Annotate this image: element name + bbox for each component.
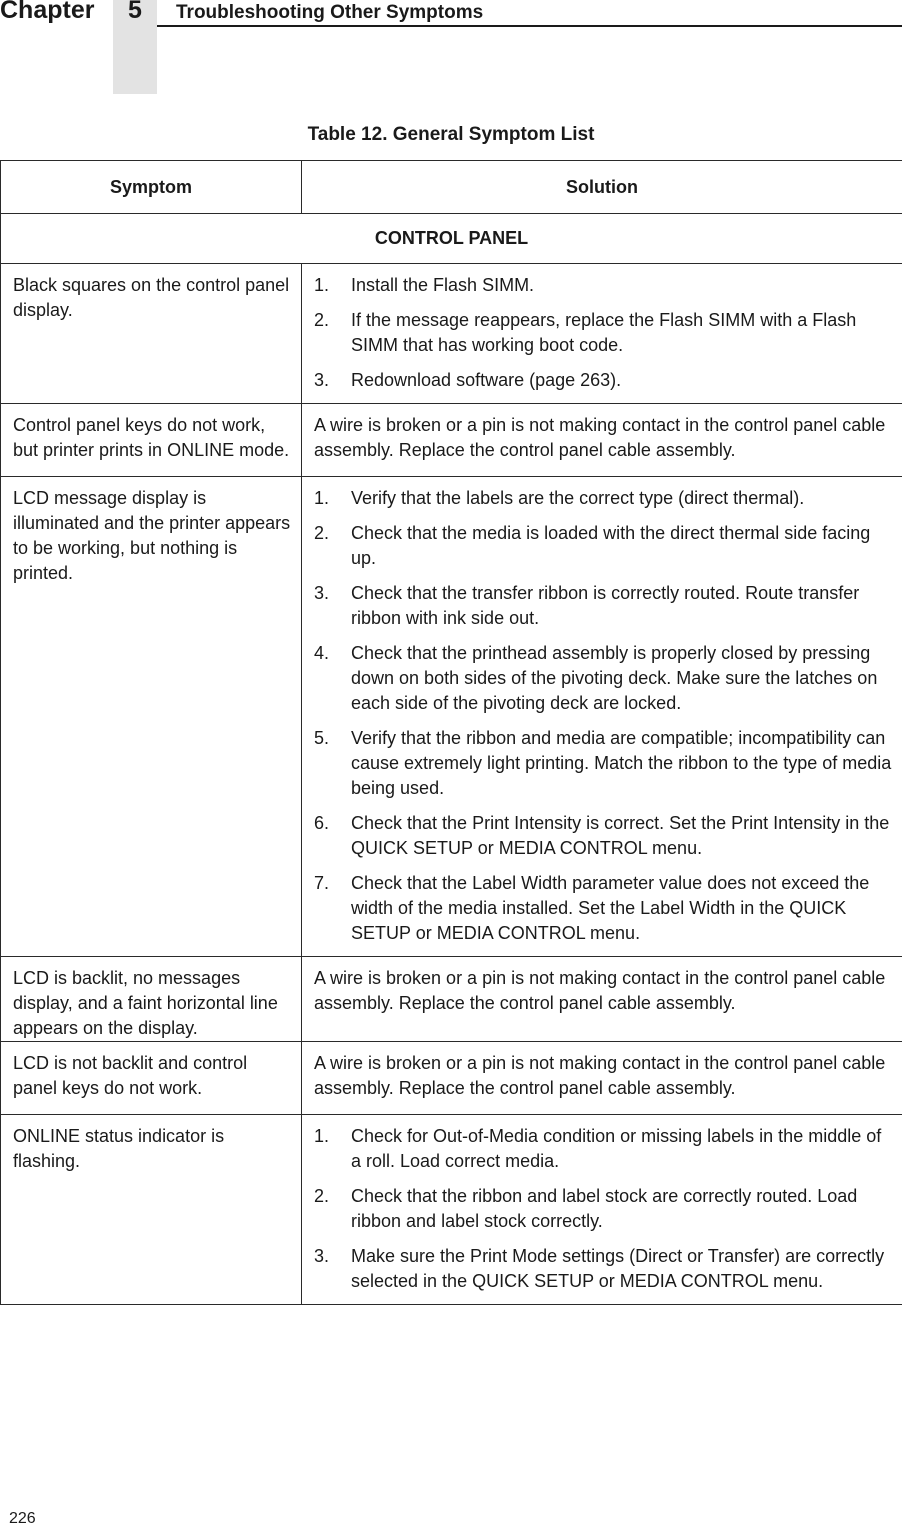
- page-header: [0, 0, 902, 28]
- step-text: Check that the Print Intensity is correct. Set the Print Intensity in the QUICK SETUP or MEDIA CONTROL menu.: [351, 813, 890, 858]
- symptom-table: [0, 160, 902, 1305]
- step-text: Check that the transfer ribbon is correctly routed. Route transfer ribbon with ink side out.: [351, 583, 860, 628]
- symptom-cell: ONLINE status indicator is flashing.: [1, 1115, 302, 1305]
- section-heading: CONTROL PANEL: [1, 214, 902, 264]
- step-text: Check that the Label Width parameter value does not exceed the width of the media installed. Set the Label Width in the QUICK SETUP or MEDIA CONTROL menu.: [351, 873, 870, 943]
- solution-cell: A wire is broken or a pin is not making contact in the control panel cable assembly. Replace the control panel cable assembly.: [302, 404, 902, 477]
- list-item: 1. Install the Flash SIMM.: [314, 273, 894, 298]
- list-item: 3. Check that the transfer ribbon is correctly routed. Route transfer ribbon with ink side out.: [314, 581, 894, 631]
- chapter-number: 5: [128, 0, 142, 24]
- table-row: [1, 477, 902, 957]
- solution-cell: A wire is broken or a pin is not making contact in the control panel cable assembly. Replace the control panel cable assembly.: [302, 1042, 902, 1115]
- column-header-symptom: Symptom: [1, 161, 302, 214]
- symptom-cell: LCD is not backlit and control panel keys do not work.: [1, 1042, 302, 1115]
- step-text: Make sure the Print Mode settings (Direct or Transfer) are correctly selected in the QUICK SETUP or MEDIA CONTROL menu.: [351, 1246, 885, 1291]
- list-item: 2. If the message reappears, replace the Flash SIMM with a Flash SIMM that has working boot code.: [314, 308, 894, 358]
- symptom-cell: LCD is backlit, no messages display, and a faint horizontal line appears on the display.: [1, 957, 302, 1042]
- solution-cell: [302, 1115, 902, 1305]
- list-item: 3. Make sure the Print Mode settings (Direct or Transfer) are correctly selected in the QUICK SETUP or MEDIA CONTROL menu.: [314, 1244, 894, 1294]
- solution-cell: [302, 477, 902, 957]
- list-item: 4. Check that the printhead assembly is properly closed by pressing down on both sides of the pivoting deck. Make sure the latches on each side of the pivoting deck are locked.: [314, 641, 894, 716]
- symptom-cell: LCD message display is illuminated and the printer appears to be working, but nothing is printed.: [1, 477, 302, 957]
- list-item: 7. Check that the Label Width parameter value does not exceed the width of the media installed. Set the Label Width in the QUICK SETUP or MEDIA CONTROL menu.: [314, 871, 894, 946]
- solution-cell: A wire is broken or a pin is not making contact in the control panel cable assembly. Replace the control panel cable assembly.: [302, 957, 902, 1042]
- step-text: Install the Flash SIMM.: [351, 275, 535, 295]
- chapter-tab: [113, 0, 157, 94]
- list-item: 1. Check for Out-of-Media condition or missing labels in the middle of a roll. Load correct media.: [314, 1124, 894, 1174]
- step-text: Check that the printhead assembly is properly closed by pressing down on both sides of the pivoting deck. Make sure the latches on each side of the pivoting deck are locked.: [351, 643, 878, 713]
- step-text: Check that the ribbon and label stock are correctly routed. Load ribbon and label stock correctly.: [351, 1186, 858, 1231]
- page-number: 226: [9, 1510, 36, 1527]
- header-rule: [157, 25, 902, 27]
- step-text: Redownload software (page 263).: [351, 370, 622, 390]
- table-caption: Table 12. General Symptom List: [307, 124, 595, 145]
- table-row: [1, 264, 902, 404]
- solution-steps: [314, 273, 894, 393]
- solution-cell: [302, 264, 902, 404]
- table-row: [1, 1115, 902, 1305]
- list-item: 5. Verify that the ribbon and media are compatible; incompatibility can cause extremely light printing. Match the ribbon to the type of media being used.: [314, 726, 894, 801]
- solution-steps: [314, 1124, 894, 1294]
- list-item: 2. Check that the ribbon and label stock are correctly routed. Load ribbon and label stock correctly.: [314, 1184, 894, 1234]
- step-text: If the message reappears, replace the Flash SIMM with a Flash SIMM that has working boot code.: [351, 310, 857, 355]
- list-item: 6. Check that the Print Intensity is correct. Set the Print Intensity in the QUICK SETUP or MEDIA CONTROL menu.: [314, 811, 894, 861]
- section-title: Troubleshooting Other Symptoms: [176, 2, 484, 23]
- list-item: 2. Check that the media is loaded with the direct thermal side facing up.: [314, 521, 894, 571]
- step-text: Check for Out-of-Media condition or missing labels in the middle of a roll. Load correct media.: [351, 1126, 882, 1171]
- list-item: 3. Redownload software (page 263).: [314, 368, 894, 393]
- symptom-cell: Black squares on the control panel display.: [1, 264, 302, 404]
- chapter-label: Chapter: [0, 0, 95, 24]
- step-text: Verify that the labels are the correct type (direct thermal).: [351, 488, 805, 508]
- solution-steps: [314, 486, 894, 946]
- table-row: [1, 1042, 902, 1115]
- symptom-cell: Control panel keys do not work, but printer prints in ONLINE mode.: [1, 404, 302, 477]
- step-text: Check that the media is loaded with the direct thermal side facing up.: [351, 523, 871, 568]
- table-row: [1, 404, 902, 477]
- table-row: [1, 957, 902, 1042]
- column-header-solution: Solution: [302, 161, 902, 214]
- list-item: 1. Verify that the labels are the correct type (direct thermal).: [314, 486, 894, 511]
- table-header-row: [1, 161, 902, 214]
- step-text: Verify that the ribbon and media are compatible; incompatibility can cause extremely light printing. Match the ribbon to the type of media being used.: [351, 728, 892, 798]
- section-row: [1, 214, 902, 264]
